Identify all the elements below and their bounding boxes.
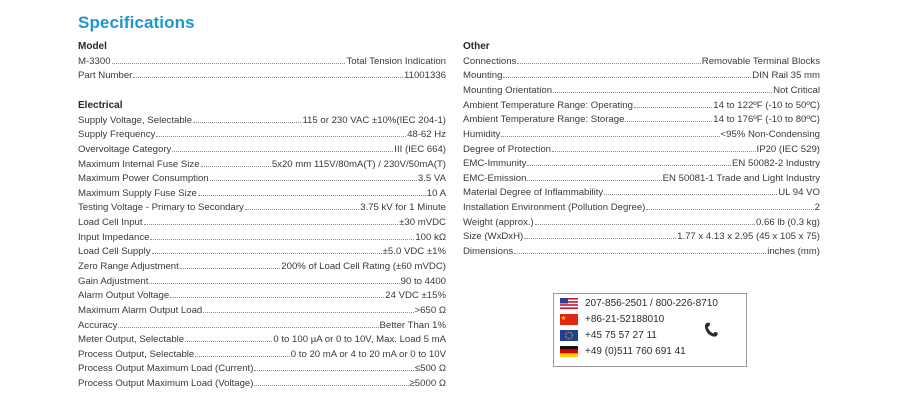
spec-label: Accuracy (78, 319, 118, 331)
electrical-spec-row (78, 348, 446, 363)
spec-label: Mounting (463, 70, 503, 82)
spec-value: 0 to 20 mA or 4 to 20 mA or 0 to 10V (290, 348, 446, 360)
other-spec-row (463, 55, 820, 70)
spec-label: Mounting Orientation (463, 84, 553, 96)
spec-value: UL 94 VO (778, 187, 820, 199)
spec-label: Overvoltage Category (78, 143, 172, 155)
spec-value: 10 A (426, 187, 446, 199)
dot-leader (524, 238, 676, 239)
spec-label: Zero Range Adjustment (78, 261, 179, 272)
other-spec-row (463, 99, 820, 114)
contact-row-us (560, 298, 718, 309)
electrical-spec-row (78, 216, 446, 231)
spec-value: III (IEC 664) (394, 143, 446, 155)
spec-value: 14 to 176ºF (-10 to 80ºC) (713, 114, 820, 126)
dot-leader (195, 356, 290, 357)
model-heading: Model (78, 41, 107, 52)
phone-number-germany: +49 (0)511 760 691 41 (585, 346, 686, 357)
electrical-spec-row (78, 187, 446, 202)
dot-leader (535, 224, 755, 225)
dot-leader (514, 253, 766, 254)
spec-label: Load Cell Supply (78, 246, 151, 258)
spec-value: DIN Rail 35 mm (752, 70, 820, 82)
electrical-spec-row (78, 172, 446, 187)
dot-leader (503, 77, 751, 78)
electrical-spec-row (78, 114, 446, 129)
spec-label: Maximum Supply Fuse Size (78, 187, 197, 199)
china-flag-icon (560, 314, 578, 325)
spec-label: Maximum Alarm Output Load (78, 304, 203, 316)
spec-value: Better Than 1% (379, 319, 446, 331)
spec-value: ≤500 Ω (414, 363, 446, 375)
dot-leader (180, 268, 280, 269)
dot-leader (150, 239, 414, 240)
dot-leader (245, 209, 359, 210)
spec-label: Load Cell Input (78, 217, 143, 229)
dot-leader (646, 209, 813, 210)
electrical-spec-row (78, 260, 446, 275)
electrical-spec-row (78, 333, 446, 348)
dot-leader (254, 385, 408, 386)
spec-label: EMC-Immunity (463, 158, 527, 170)
other-spec-row (463, 69, 820, 84)
telephone-icon (701, 321, 723, 339)
spec-value: Removable Terminal Blocks (701, 55, 820, 67)
spec-label: Supply Frequency (78, 129, 156, 141)
dot-leader (172, 151, 393, 152)
other-spec-row (463, 201, 820, 216)
electrical-spec-row (78, 289, 446, 304)
spec-label: Humidity (463, 128, 501, 140)
spec-value: EN 50081-1 Trade and Light Industry (662, 172, 820, 184)
spec-label: Alarm Output Voltage (78, 290, 170, 302)
spec-label: Meter Output, Selectable (78, 334, 185, 346)
dot-leader (170, 297, 384, 298)
dot-leader (198, 195, 426, 196)
spec-label: Maximum Power Consumption (78, 173, 209, 185)
dot-leader (527, 180, 661, 181)
dot-leader (625, 121, 712, 122)
spec-label: Ambient Temperature Range: Operating (463, 99, 633, 111)
spec-label: Process Output Maximum Load (Current) (78, 363, 254, 375)
spec-label: Ambient Temperature Range: Storage (463, 114, 625, 126)
spec-label: EMC-Emission (463, 172, 527, 184)
spec-label: Weight (approx.) (463, 216, 534, 228)
contact-box (553, 293, 747, 367)
dot-leader (527, 165, 731, 166)
dot-leader (201, 166, 271, 167)
dot-leader (156, 136, 406, 137)
spec-label: Degree of Protection (463, 143, 551, 155)
electrical-spec-row (78, 245, 446, 260)
spec-value: 200% of Load Cell Rating (±60 mVDC) (281, 261, 446, 272)
spec-value: 3.5 VA (417, 173, 446, 185)
spec-value: 100 kΩ (415, 231, 446, 243)
us-flag-icon (560, 298, 578, 309)
other-spec-row (463, 128, 820, 143)
spec-value: 5x20 mm 115V/80mA(T) / 230V/50mA(T) (271, 158, 446, 170)
dot-leader (203, 312, 413, 313)
spec-label: Gain Adjustment (78, 275, 149, 287)
model-spec-row (78, 69, 446, 84)
spec-value: ≥5000 Ω (409, 378, 446, 390)
spec-value: 1.77 x 4.13 x 2.95 (45 x 105 x 75) (677, 231, 820, 243)
spec-label: Process Output, Selectable (78, 348, 195, 360)
other-spec-row (463, 157, 820, 172)
contact-row-china (560, 314, 664, 325)
other-spec-row (463, 113, 820, 128)
spec-value: inches (mm) (767, 245, 820, 257)
spec-value: ±30 mVDC (399, 217, 446, 229)
dot-leader (118, 327, 378, 328)
other-spec-row (463, 216, 820, 231)
dot-leader (517, 63, 700, 64)
electrical-spec-row (78, 304, 446, 319)
dot-leader (604, 194, 777, 195)
other-spec-row (463, 143, 820, 158)
spec-value: 0.66 lb (0.3 kg) (756, 216, 820, 228)
germany-flag-icon (560, 346, 578, 357)
dot-leader (133, 77, 403, 78)
dot-leader (112, 63, 346, 64)
dot-leader (552, 151, 756, 152)
spec-label: Dimensions (463, 245, 514, 257)
spec-value: 48-62 Hz (407, 129, 446, 141)
other-spec-row (463, 186, 820, 201)
phone-number-us: 207-856-2501 / 800-226-8710 (585, 298, 718, 309)
spec-value: ±5.0 VDC ±1% (382, 246, 446, 258)
spec-value: >650 Ω (414, 304, 446, 316)
electrical-spec-row (78, 362, 446, 377)
spec-label: Material Degree of Inflammability (463, 187, 604, 199)
spec-value: 3.75 kV for 1 Minute (360, 202, 446, 214)
eu-flag-icon (560, 330, 578, 341)
spec-label: Testing Voltage - Primary to Secondary (78, 202, 244, 214)
dot-leader (254, 370, 413, 371)
dot-leader (185, 341, 272, 342)
spec-value: <95% Non-Condensing (720, 128, 820, 140)
model-spec-row (78, 55, 446, 70)
specs-right-column (463, 40, 820, 260)
spec-value: 90 to 4400 (400, 275, 446, 287)
spec-label: Installation Environment (Pollution Degree) (463, 202, 646, 214)
spec-value: EN 50082-2 Industry (732, 158, 820, 170)
dot-leader (501, 136, 719, 137)
spec-label: Process Output Maximum Load (Voltage) (78, 378, 254, 390)
dot-leader (149, 283, 399, 284)
dot-leader (144, 224, 399, 225)
spec-value: IP20 (IEC 529) (756, 143, 820, 155)
electrical-spec-row (78, 158, 446, 173)
spec-value: 0 to 100 µA or 0 to 10V, Max. Load 5 mA (273, 334, 446, 346)
dot-leader (210, 180, 417, 181)
spec-value: Not Critical (773, 84, 820, 96)
spec-value: 11001336 (404, 70, 446, 82)
spec-value: 14 to 122ºF (-10 to 50ºC) (713, 99, 820, 111)
spec-label: Size (WxDxH) (463, 231, 524, 243)
dot-leader (152, 253, 382, 254)
contact-row-eu (560, 330, 657, 341)
phone-number-eu: +45 75 57 27 11 (585, 330, 657, 341)
electrical-spec-row (78, 143, 446, 158)
phone-number-china: +86-21-52188010 (585, 314, 665, 325)
electrical-spec-row (78, 275, 446, 290)
electrical-spec-row (78, 319, 446, 334)
page-title: Specifications (78, 13, 195, 32)
spec-label: Connections (463, 55, 517, 67)
contact-row-germany (560, 346, 686, 357)
spec-label: Input Impedance (78, 231, 150, 243)
spec-value: 2 (814, 202, 820, 214)
spec-label: Part Number (78, 70, 133, 82)
spec-label: Supply Voltage, Selectable (78, 114, 193, 126)
spec-value: Total Tension Indication (346, 55, 446, 67)
electrical-spec-row (78, 128, 446, 143)
electrical-spec-row (78, 231, 446, 246)
other-heading: Other (463, 41, 490, 52)
electrical-heading: Electrical (78, 99, 123, 111)
other-spec-row (463, 230, 820, 245)
spec-label: Maximum Internal Fuse Size (78, 158, 200, 170)
dot-leader (634, 107, 712, 108)
spec-value: 24 VDC ±15% (385, 290, 446, 302)
other-spec-row (463, 84, 820, 99)
electrical-spec-row (78, 201, 446, 216)
electrical-spec-row (78, 377, 446, 392)
spec-label: M-3300 (78, 55, 111, 67)
other-spec-row (463, 245, 820, 260)
other-spec-row (463, 172, 820, 187)
specs-left-column (78, 40, 446, 392)
dot-leader (193, 122, 301, 123)
spec-value: 115 or 230 VAC ±10%(IEC 204-1) (302, 114, 446, 126)
dot-leader (553, 92, 772, 93)
